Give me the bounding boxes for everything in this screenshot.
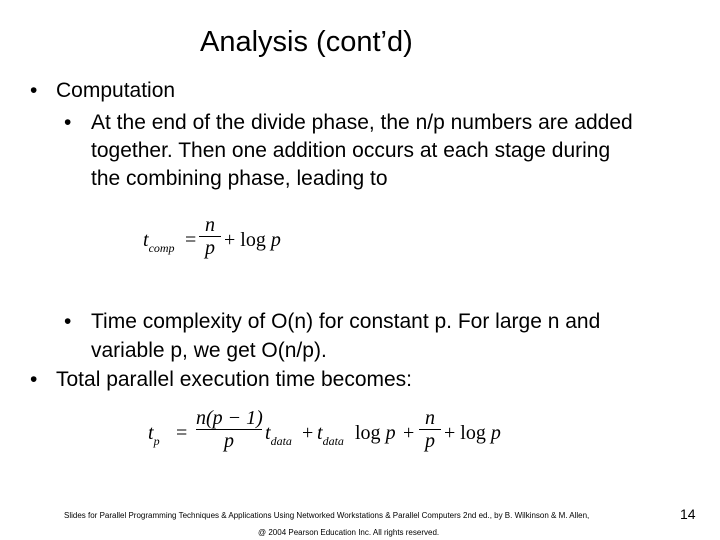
divide-phase-line-3: the combining phase, leading to <box>91 167 388 190</box>
footer-credit-line: Slides for Parallel Programming Techniques & Applications Using Networked Workstations & Parallel Computers 2nd ed., by B. Wilkinson & M. Allen, <box>64 511 590 520</box>
eq1-tail: + log <box>224 229 266 251</box>
bullet-dot: • <box>30 79 38 102</box>
eq2-fraction-1 <box>196 407 262 452</box>
bullet-computation: Computation <box>56 79 176 102</box>
bullet-total-time: Total parallel execution time becomes: <box>56 368 413 391</box>
eq2-tdata-var: t <box>265 422 271 444</box>
eq2-frac1-den: p <box>224 430 234 452</box>
eq2-log-2-var: p <box>490 422 501 444</box>
eq2-frac1-num: n(p − 1) <box>196 407 263 429</box>
complexity-line-2: variable p, we get O(n/p). <box>91 339 327 362</box>
eq2-log-2: + log <box>444 422 486 444</box>
sub-bullet-dot: • <box>64 310 72 333</box>
eq2-lhs-sub: p <box>153 434 160 448</box>
eq2-frac2-num: n <box>425 407 435 429</box>
eq2-plus-1: + <box>302 422 314 444</box>
slide-title: Analysis (cont’d) <box>200 26 413 58</box>
bullet-dot: • <box>30 368 38 391</box>
divide-phase-line-2: together. Then one addition occurs at each stage during <box>91 139 611 162</box>
footer-copyright: @ 2004 Pearson Education Inc. All rights reserved. <box>258 528 440 537</box>
eq1-frac-den: p <box>205 237 215 259</box>
eq1-lhs-sub: comp <box>148 241 175 255</box>
sub-bullet-dot: • <box>64 111 72 134</box>
divide-phase-line-1: At the end of the divide phase, the n/p numbers are added <box>91 111 633 134</box>
eq2-equals: = <box>176 422 188 444</box>
complexity-line-1: Time complexity of O(n) for constant p. For large n and <box>91 310 601 333</box>
eq1-lhs-var: t <box>143 229 149 251</box>
eq2-tdata-sub: data <box>270 434 292 448</box>
eq2-lhs-var: t <box>148 422 154 444</box>
eq1-frac-num: n <box>205 214 215 236</box>
page-number: 14 <box>680 506 696 522</box>
eq1-fraction <box>199 214 221 259</box>
eq1-equals: = <box>185 229 197 251</box>
eq2-tdata2-var: t <box>317 422 323 444</box>
eq1-tail-var: p <box>270 229 281 251</box>
eq2-tdata2-sub: data <box>322 434 344 448</box>
eq2-plus-2: + <box>403 422 415 444</box>
eq2-log-1: log <box>355 422 381 444</box>
eq2-log-1-var: p <box>385 422 396 444</box>
eq2-frac2-den: p <box>425 430 435 452</box>
eq2-fraction-2 <box>419 407 441 452</box>
